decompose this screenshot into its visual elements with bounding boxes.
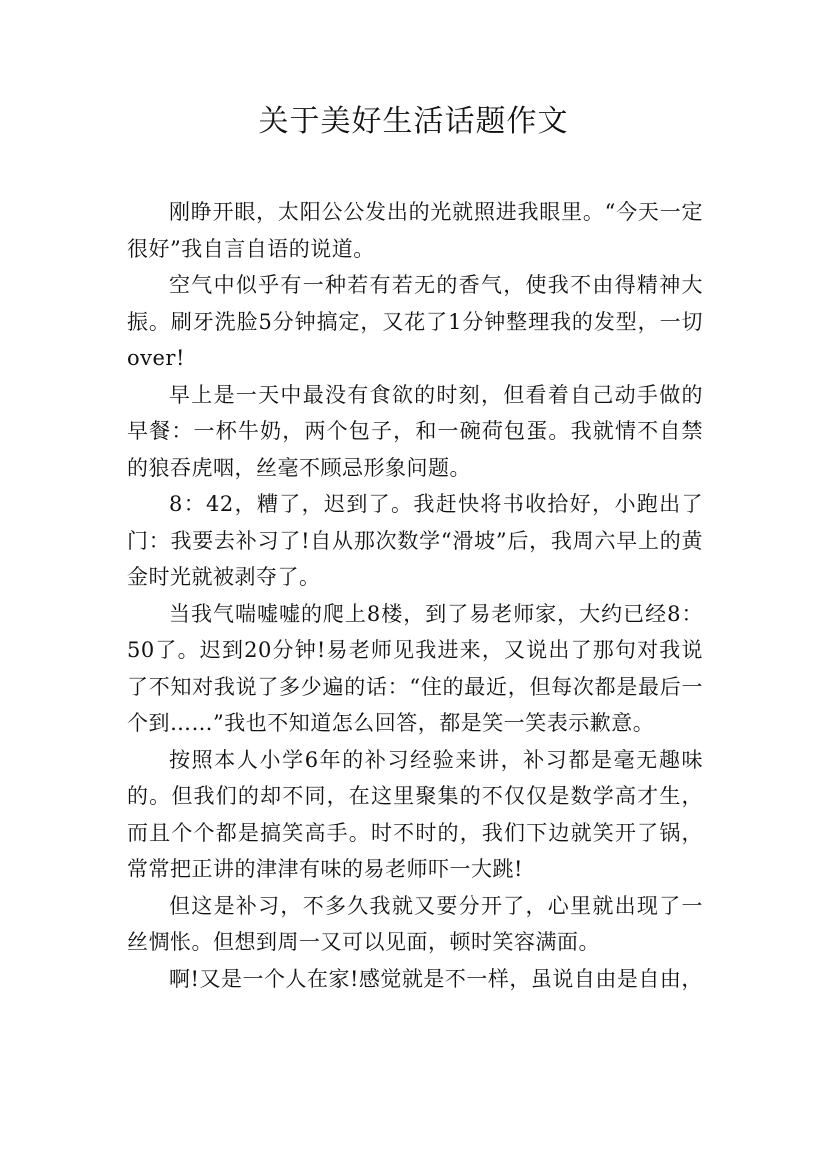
paragraph: 空气中似乎有一种若有若无的香气，使我不由得精神大振。刷牙洗脸5分钟搞定，又花了1分钟整理我的发型，一切over! bbox=[127, 273, 703, 370]
paragraph: 按照本人小学6年的补习经验来讲，补习都是毫无趣味的。但我们的却不同，在这里聚集的不仅仅是数学高才生，而且个个都是搞笑高手。时不时的，我们下边就笑开了锅，常常把正讲的津津有味的易老师吓一大跳! bbox=[127, 747, 703, 881]
paragraph: 当我气喘嘘嘘的爬上8楼，到了易老师家，大约已经8：50了。迟到20分钟!易老师见我进来，又说出了那句对我说了不知对我说了多少遍的话：“住的最近，但每次都是最后一个到……”我也不知道怎么回答，都是笑一笑表示歉意。 bbox=[127, 601, 703, 735]
document-title: 关于美好生活话题作文 bbox=[258, 104, 569, 139]
paragraph: 8：42，糟了，迟到了。我赶快将书收拾好，小跑出了门：我要去补习了!自从那次数学“滑坡”后，我周六早上的黄金时光就被剥夺了。 bbox=[127, 492, 703, 589]
paragraph: 刚睁开眼，太阳公公发出的光就照进我眼里。“今天一定很好”我自言自语的说道。 bbox=[127, 200, 703, 261]
paragraph: 早上是一天中最没有食欲的时刻，但看着自己动手做的早餐：一杯牛奶，两个包子，和一碗荷包蛋。我就情不自禁的狼吞虎咽，丝毫不顾忌形象问题。 bbox=[127, 382, 703, 480]
paragraph: 啊!又是一个人在家!感觉就是不一样，虽说自由是自由， bbox=[169, 966, 703, 991]
paragraph: 但这是补习，不多久我就又要分开了，心里就出现了一丝惆怅。但想到周一又可以见面，顿时笑容满面。 bbox=[127, 893, 703, 954]
document-body bbox=[127, 194, 703, 997]
